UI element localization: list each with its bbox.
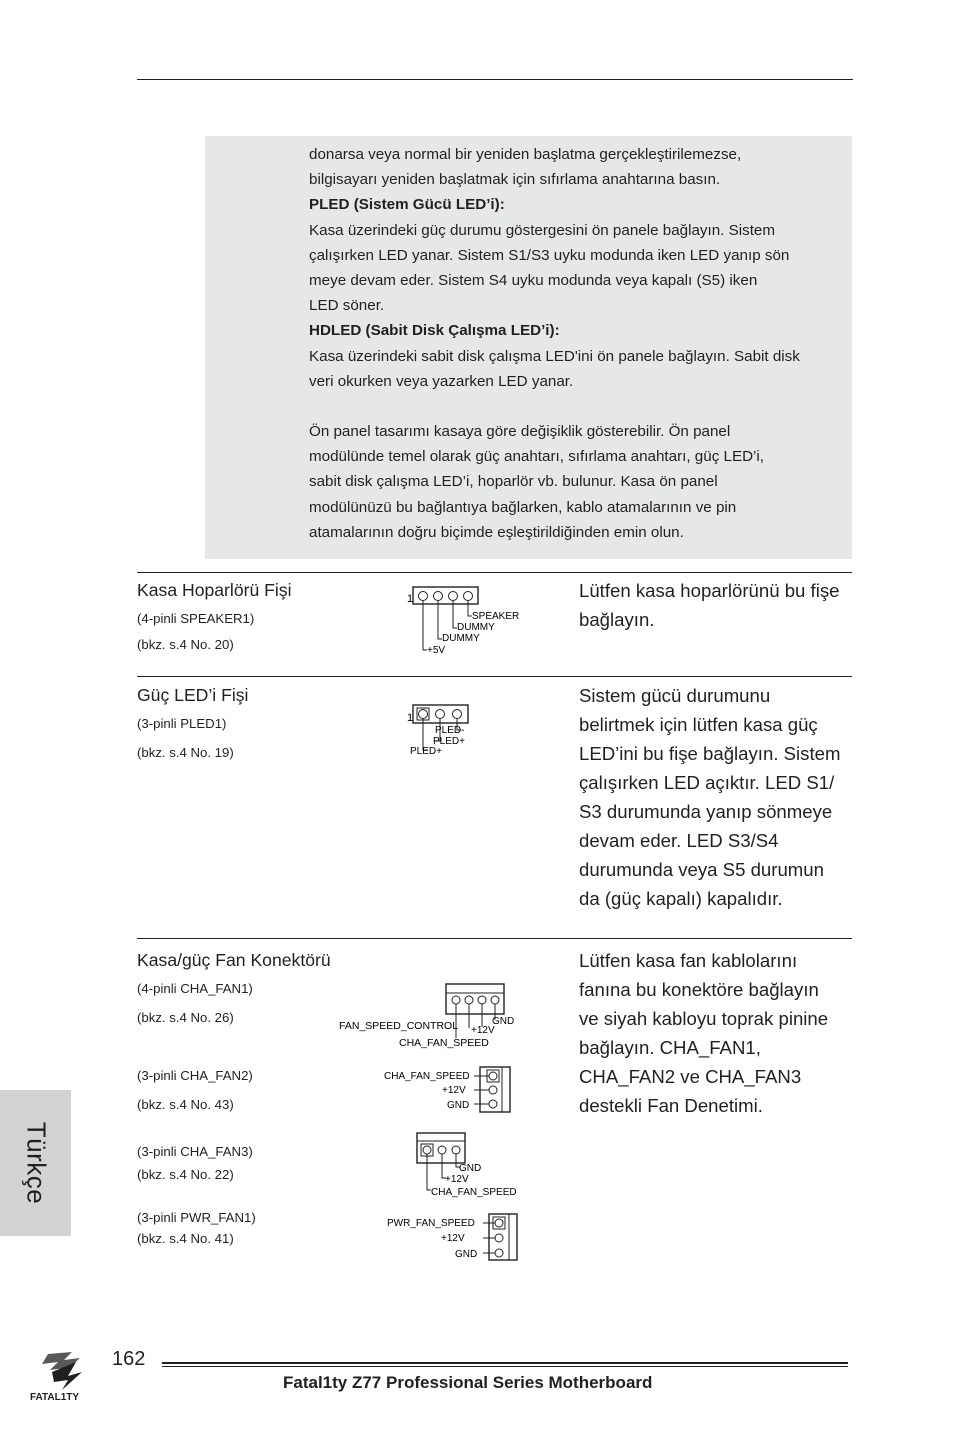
fan-description: Lütfen kasa fan kablolarını fanına bu konektöre bağlayın ve siyah kabloyu toprak pinine bağlayın. CHA_FAN1, CHA_FAN2 ve CHA_FAN3 destekli Fan Denetimi. bbox=[579, 950, 829, 1116]
cha-fan-speed-label: CHA_FAN_SPEED bbox=[399, 1037, 489, 1049]
cha-fan-speed-label: CHA_FAN_SPEED bbox=[384, 1071, 470, 1082]
fatal1ty-logo bbox=[28, 1350, 106, 1406]
note-line: sabit disk çalışma LED’i, hoparlör vb. bulunur. Kasa ön panel bbox=[309, 473, 718, 491]
divider-fan bbox=[137, 938, 852, 939]
12v-label: +12V bbox=[445, 1174, 469, 1185]
gnd-label: GND bbox=[459, 1163, 482, 1174]
note-line: Kasa üzerindeki güç durumu göstergesini ön panele bağlayın. Sistem bbox=[309, 221, 776, 239]
cha-fan1-sub-pins: (4-pinli CHA_FAN1) bbox=[137, 981, 253, 996]
12v-label: +12V bbox=[441, 1233, 465, 1244]
dummy-pin-label: DUMMY bbox=[442, 633, 480, 644]
pwr-fan1-sub-pins: (3-pinli PWR_FAN1) bbox=[137, 1210, 256, 1225]
5v-pin-label: +5V bbox=[427, 645, 446, 656]
note-line: veri okurken veya yazarken LED yanar. bbox=[309, 372, 574, 390]
speaker-sub-ref: (bkz. s.4 No. 20) bbox=[137, 637, 234, 652]
gnd-label: GND bbox=[447, 1100, 470, 1111]
note-line bbox=[309, 394, 854, 419]
pled-plus-label: PLED+ bbox=[410, 746, 442, 757]
pled-description: Sistem gücü durumunu belirtmek için lütfen kasa güç LED’ini bu fişe bağlayın. Sistem çalışırken LED açıktır. LED S1/ S3 durumunda yanıp sönmeye devam eder. LED S3/S4 durumunda veya S5 durumun da (güç kapalı) kapalıdır. bbox=[579, 685, 841, 909]
note-line: Ön panel tasarımı kasaya göre değişiklik gösterebilir. Ön panel bbox=[309, 423, 731, 441]
cha-fan1-sub-ref: (bkz. s.4 No. 26) bbox=[137, 1010, 234, 1025]
pled-plus-label: PLED+ bbox=[433, 736, 465, 747]
pled-sub-ref: (bkz. s.4 No. 19) bbox=[137, 745, 234, 760]
footer-rule bbox=[162, 1362, 848, 1364]
pin1-marker: 1 bbox=[407, 712, 414, 724]
pin1-marker: 1 bbox=[407, 593, 414, 605]
divider-pled bbox=[137, 676, 852, 677]
footer-rule-thin bbox=[162, 1366, 848, 1367]
note-line: LED söner. bbox=[309, 297, 385, 315]
speaker-pin-label: SPEAKER bbox=[472, 611, 520, 622]
top-rule bbox=[137, 79, 853, 80]
logo-text: FATAL1TY bbox=[30, 1392, 80, 1403]
gnd-label: GND bbox=[455, 1249, 478, 1260]
note-line: atamalarının doğru biçimde eşleştirildiğinden emin olun. bbox=[309, 523, 684, 541]
fan-speed-control-label: FAN_SPEED_CONTROL bbox=[339, 1020, 459, 1032]
note-line: Kasa üzerindeki sabit disk çalışma LED'ini ön panele bağlayın. Sabit disk bbox=[309, 347, 800, 365]
12v-label: +12V bbox=[471, 1025, 495, 1036]
note-line: modülünde temel olarak güç anahtarı, sıfırlama anahtarı, güç LED’i, bbox=[309, 448, 765, 466]
dummy-pin-label: DUMMY bbox=[457, 622, 495, 633]
cha-fan3-sub-ref: (bkz. s.4 No. 22) bbox=[137, 1167, 234, 1182]
pled-sub-pins: (3-pinli PLED1) bbox=[137, 716, 227, 731]
language-tab-label: Türkçe bbox=[21, 1121, 51, 1205]
cha-fan-speed-label: CHA_FAN_SPEED bbox=[431, 1187, 517, 1198]
note-line: donarsa veya normal bir yeniden başlatma gerçekleştirilemezse, bbox=[309, 146, 742, 163]
speaker-pin-diagram bbox=[400, 582, 525, 658]
12v-label: +12V bbox=[442, 1085, 466, 1096]
pled-title: Güç LED’i Fişi bbox=[137, 685, 249, 705]
pwr-fan1-sub-ref: (bkz. s.4 No. 41) bbox=[137, 1231, 234, 1246]
divider-speaker bbox=[137, 572, 852, 573]
note-line: PLED (Sistem Gücü LED’i): bbox=[309, 196, 505, 214]
footer-title: Fatal1ty Z77 Professional Series Motherboard bbox=[283, 1373, 653, 1392]
speaker-description: Lütfen kasa hoparlörünü bu fişe bağlayın. bbox=[579, 580, 840, 630]
cha-fan2-pin-diagram bbox=[382, 1064, 516, 1116]
note-line: meye devam eder. Sistem S4 uyku modunda veya kapalı (S5) iken bbox=[309, 272, 758, 290]
speaker-sub-pins: (4-pinli SPEAKER1) bbox=[137, 611, 255, 626]
note-line: çalışırken LED yanar. Sistem S1/S3 uyku modunda iken LED yanıp sön bbox=[309, 246, 790, 264]
pled-minus-label: PLED- bbox=[435, 725, 465, 736]
pwr-fan-speed-label: PWR_FAN_SPEED bbox=[387, 1218, 475, 1229]
note-line: modülünüzü bu bağlantıya bağlarken, kablo atamalarının ve pin bbox=[309, 498, 737, 516]
pwr-fan1-pin-diagram bbox=[385, 1210, 521, 1264]
cha-fan3-sub-pins: (3-pinli CHA_FAN3) bbox=[137, 1144, 253, 1159]
note-text bbox=[309, 142, 854, 545]
note-line: HDLED (Sabit Disk Çalışma LED’i): bbox=[309, 322, 560, 340]
cha-fan3-pin-diagram bbox=[414, 1130, 524, 1200]
page-number: 162 bbox=[112, 1348, 146, 1370]
gnd-label: GND bbox=[492, 1016, 515, 1027]
cha-fan1-pin-diagram bbox=[336, 980, 520, 1052]
cha-fan2-sub-pins: (3-pinli CHA_FAN2) bbox=[137, 1068, 253, 1083]
language-side-tab bbox=[0, 1090, 71, 1236]
speaker-title: Kasa Hoparlörü Fişi bbox=[137, 580, 292, 600]
fan-title: Kasa/güç Fan Konektörü bbox=[137, 950, 331, 970]
cha-fan2-sub-ref: (bkz. s.4 No. 43) bbox=[137, 1097, 234, 1112]
note-line: bilgisayarı yeniden başlatmak için sıfırlama anahtarına basın. bbox=[309, 171, 721, 189]
pled-pin-diagram bbox=[404, 700, 484, 760]
